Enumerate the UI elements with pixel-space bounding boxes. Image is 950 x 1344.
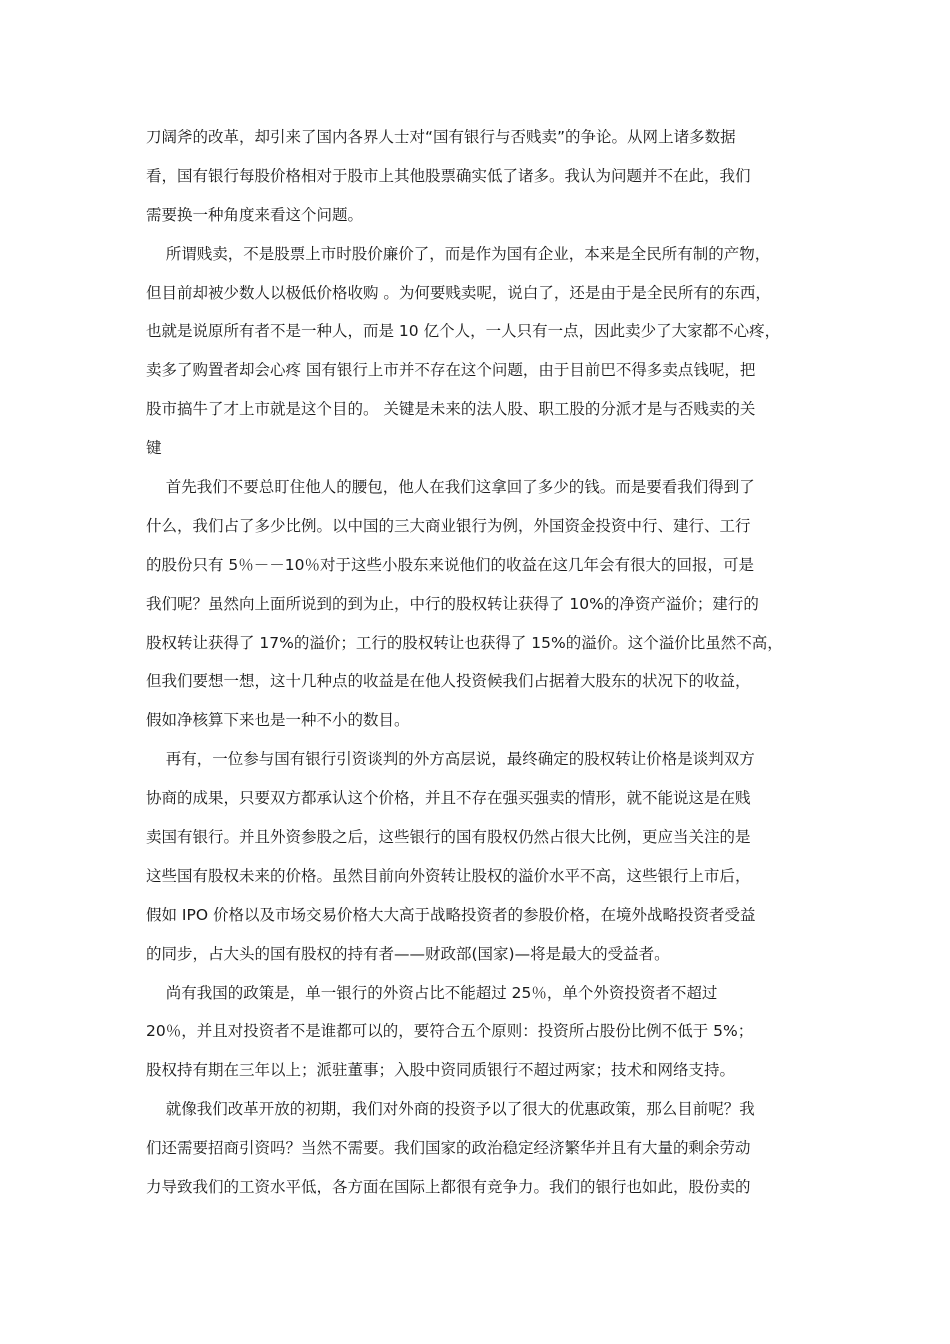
text-line: 股市搞牛了才上市就是这个目的。 关键是未来的法人股、职工股的分派才是与否贱卖的关	[146, 400, 756, 419]
text-line: 尚有我国的政策是，单一银行的外资占比不能超过 25％，单个外资投资者不超过	[146, 983, 718, 1002]
text-line: 20％，并且对投资者不是谁都可以的，要符合五个原则：投资所占股份比例不低于 5%；	[146, 1022, 754, 1041]
text-line: 需要换一种角度来看这个问题。	[146, 205, 364, 224]
text-line: 所谓贱卖，不是股票上市时股价廉价了，而是作为国有企业，本来是全民所有制的产物，	[146, 244, 771, 263]
text-line: 什么，我们占了多少比例。以中国的三大商业银行为例，外国资金投资中行、建行、工行	[146, 516, 751, 535]
text-line: 键	[146, 439, 162, 458]
text-line: 的同步，占大头的国有股权的持有者——财政部(国家)—将是最大的受益者。	[146, 944, 670, 963]
text-line: 首先我们不要总盯住他人的腰包，他人在我们这拿回了多少的钱。而是要看我们得到了	[146, 478, 755, 497]
text-line: 股权转让获得了 17%的溢价；工行的股权转让也获得了 15%的溢价。这个溢价比虽然不高，	[146, 633, 783, 652]
body-text	[146, 123, 816, 1212]
text-line: 我们呢？虽然向上面所说到的到为止，中行的股权转让获得了 10%的净资产溢价；建行的	[146, 594, 759, 613]
text-line: 们还需要招商引资吗？当然不需要。我们国家的政治稳定经济繁华并且有大量的剩余劳动	[146, 1139, 751, 1158]
text-line: 再有，一位参与国有银行引资谈判的外方高层说，最终确定的股权转让价格是谈判双方	[146, 750, 755, 769]
paragraph	[146, 123, 816, 240]
text-line: 卖多了购置者却会心疼 国有银行上市并不存在这个问题，由于目前巴不得多卖点钱呢，把	[146, 361, 756, 380]
paragraph	[146, 745, 816, 978]
paragraph	[146, 240, 816, 473]
paragraph	[146, 1095, 816, 1212]
text-line: 但目前却被少数人以极低价格收购 。为何要贱卖呢，说白了，还是由于是全民所有的东西，	[146, 283, 771, 302]
text-line: 也就是说原所有者不是一种人，而是 10 亿个人，一人只有一点，因此卖少了大家都不心疼，	[146, 322, 781, 341]
text-line: 力导致我们的工资水平低，各方面在国际上都很有竞争力。我们的银行也如此，股份卖的	[146, 1178, 751, 1197]
text-line: 但我们要想一想，这十几种点的收益是在他人投资候我们占据着大股东的状况下的收益，	[146, 672, 751, 691]
text-line: 刀阔斧的改革，却引来了国内各界人士对“国有银行与否贱卖”的争论。从网上诸多数据	[146, 128, 736, 146]
text-line: 的股份只有 5％－－10％对于这些小股东来说他们的收益在这几年会有很大的回报，可是	[146, 555, 755, 574]
paragraph	[146, 473, 816, 745]
text-line: 这些国有股权未来的价格。虽然目前向外资转让股权的溢价水平不高，这些银行上市后，	[146, 866, 751, 885]
text-line: 卖国有银行。并且外资参股之后，这些银行的国有股权仍然占很大比例，更应当关注的是	[146, 828, 751, 847]
text-line: 假如净核算下来也是一种不小的数目。	[146, 711, 410, 730]
text-line: 协商的成果，只要双方都承认这个价格，并且不存在强买强卖的情形，就不能说这是在贱	[146, 789, 751, 808]
text-line: 就像我们改革开放的初期，我们对外商的投资予以了很大的优惠政策，那么目前呢？我	[146, 1100, 755, 1119]
text-line: 股权持有期在三年以上；派驻董事；入股中资同质银行不超过两家；技术和网络支持。	[146, 1061, 736, 1080]
text-line: 假如 IPO 价格以及市场交易价格大大高于战略投资者的参股价格，在境外战略投资者受益	[146, 905, 756, 924]
paragraph	[146, 979, 816, 1096]
text-line: 看，国有银行每股价格相对于股市上其他股票确实低了诸多。我认为问题并不在此，我们	[146, 166, 751, 185]
